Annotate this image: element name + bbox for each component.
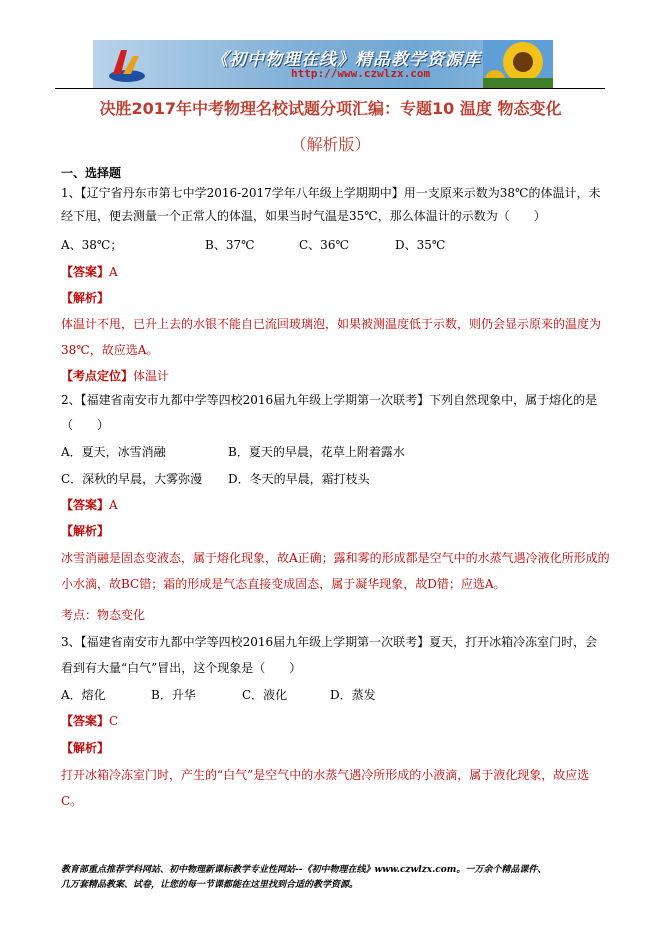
footer-line2: 几万套精品教案、试卷，让您的每一节课都能在这里找到合适的教学资源。 [61, 880, 359, 890]
q1-answer-label: 【答案】 [61, 265, 110, 279]
q3-analysis-line2: C。 [61, 794, 83, 808]
q3-option-b: B．升华 [151, 688, 196, 702]
q2-option-d: D．冬天的早晨，霜打枝头 [228, 472, 370, 486]
q2-answer [61, 496, 118, 513]
q2-option-a: A．夏天，冰雪消融 [61, 445, 166, 459]
q1-stem-line2: 经下甩，便去测量一个正常人的体温，如果当时气温是35℃，那么体温计的示数为（ ） [61, 209, 546, 223]
q1-answer-value: A [109, 265, 118, 279]
q2-option-c: C．深秋的早晨，大雾弥漫 [61, 472, 203, 486]
q1-analysis-label: 【解析】 [61, 291, 110, 305]
q1-option-a: A、38℃； [61, 238, 123, 252]
q3-answer-value: C [109, 714, 119, 728]
q2-analysis-line1: 冰雪消融是固态变液态，属于熔化现象，故A正确；露和雾的形成都是空气中的水蒸气遇冷液化所形成的 [61, 551, 610, 565]
header-rule [55, 88, 605, 89]
q2-answer-label: 【答案】 [61, 498, 110, 512]
section-heading: 一、选择题 [61, 166, 122, 180]
q3-option-c: C．液化 [242, 688, 288, 702]
document-title: 决胜2017年中考物理名校试题分项汇编：专题10 温度 物态变化 [99, 99, 562, 118]
banner-url[interactable]: http://www.czwlzx.com [291, 67, 431, 80]
banner-title: 《初中物理在线》精品教学资源库 [211, 50, 481, 70]
q1-stem-line1: 1、【辽宁省丹东市第七中学2016-2017学年八年级上学期期中】用一支原来示数为38℃的体温计，未 [61, 186, 601, 200]
footer-line1: 教育部重点推荐学科网站、初中物理新课标教学专业性网站--《初中物理在线》www.czwlzx.com。一万余个精品课件、 [61, 865, 547, 875]
q1-analysis-line2: 38℃，故应选A。 [61, 343, 159, 357]
q1-kp-value: 体温计 [133, 369, 170, 383]
q2-knowledge-point: 考点：物态变化 [61, 608, 146, 622]
q1-kp-label: 【考点定位】 [61, 369, 134, 383]
q1-option-b: B、37℃ [205, 238, 255, 252]
sunflower-icon [483, 40, 553, 88]
q3-answer-label: 【答案】 [61, 714, 110, 728]
q2-option-b: B．夏天的早晨，花草上附着露水 [228, 445, 405, 459]
q2-answer-value: A [109, 498, 118, 512]
q1-answer [61, 263, 118, 280]
q1-option-c: C、36℃ [299, 238, 349, 252]
header-banner [93, 40, 553, 88]
q1-option-d: D、35℃ [395, 238, 446, 252]
q1-analysis-line1: 体温计不甩，已升上去的水银不能自已流回玻璃泡，如果被测温度低于示数，则仍会显示原来的温度为 [61, 317, 602, 331]
q3-answer [61, 712, 118, 729]
q2-stem-line1: 2、【福建省南安市九都中学等四校2016届九年级上学期第一次联考】下列自然现象中，属于熔化的是 [61, 393, 598, 407]
q3-stem-line1: 3、【福建省南安市九都中学等四校2016届九年级上学期第一次联考】夏天，打开冰箱冷冻室门时，会 [61, 635, 598, 649]
q2-stem-line2: （ ） [61, 418, 110, 432]
q2-analysis-line2: 小水滴，故BC错；霜的形成是气态直接变成固态，属于凝华现象，故D错；应选A。 [61, 577, 506, 591]
q3-stem-line2: 看到有大量“白气”冒出，这个现象是（ ） [61, 661, 302, 675]
q2-analysis-label: 【解析】 [61, 524, 110, 538]
site-logo-icon [107, 46, 147, 84]
q3-option-a: A．熔化 [61, 688, 106, 702]
document-subtitle: （解析版） [290, 135, 371, 154]
q3-option-d: D．蒸发 [330, 688, 376, 702]
q3-analysis-label: 【解析】 [61, 741, 110, 755]
q3-analysis-line1: 打开冰箱冷冻室门时，产生的“白气”是空气中的水蒸气遇冷所形成的小液滴，属于液化现象，故应选 [61, 768, 590, 782]
q1-knowledge-point [61, 367, 169, 384]
